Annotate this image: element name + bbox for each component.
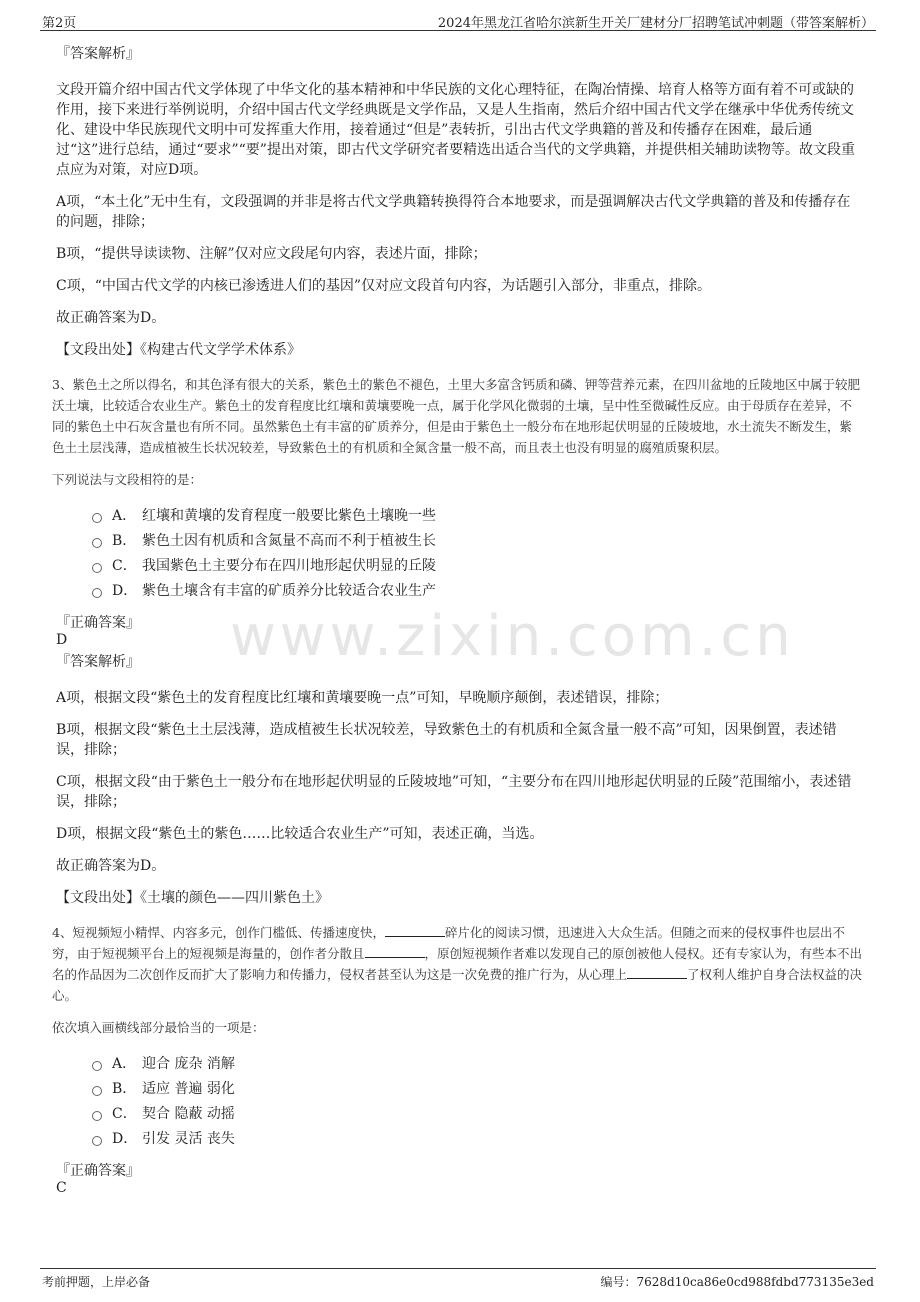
option-c-explanation: C项，根据文段“由于紫色土一般分布在地形起伏明显的丘陵坡地”可知，“主要分布在四川地形起伏明显的丘陵”范围缩小，表述错误，排除； [56,774,852,810]
page-number: 第2页 [42,16,77,31]
source-citation: 【文段出处】《土壤的颜色——四川紫色土》 [56,890,329,906]
radio-icon[interactable] [92,1136,102,1146]
conclusion: 故正确答案为D。 [56,310,166,326]
answer-value: C [56,1180,67,1196]
radio-icon[interactable] [92,513,102,523]
option-a[interactable]: A． 红壤和黄壤的发育程度一般要比紫色土壤晚一些 [92,502,864,527]
option-a[interactable]: A． 迎合 庞杂 消解 [92,1050,864,1075]
option-c[interactable]: C． 我国紫色土主要分布在四川地形起伏明显的丘陵 [92,552,864,577]
analysis-heading: 『答案解析』 [56,654,140,670]
footer-slogan: 考前押题，上岸必备 [42,1275,151,1289]
option-c-explanation: C项，“中国古代文学的内核已渗透进人们的基因”仅对应文段首句内容，为话题引入部分，非重点，排除。 [56,278,712,294]
fill-blank-3 [627,966,687,979]
radio-icon[interactable] [92,563,102,573]
answer-heading: 『正确答案』 [56,615,140,631]
question-4-passage: 4、短视频短小精悍、内容多元，创作门槛低、传播速度快， 碎片化的阅读习惯，迅速进入大众生活。但随之而来的侵权事件也层出不穷，由于短视频平台上的短视频是海量的，创作者分散且 ，原创短视频作者难以发现自己的原创被他人侵权。还有专家认为，有些本不出名的作品因为二次创作反而扩大了影响力和传播力，侵权者甚至认为这是一次免费的推广行为，从心理上 了权利人维护自身合法权益的决心。 [52,925,863,1003]
radio-icon[interactable] [92,1086,102,1096]
question-3-options [92,502,864,602]
document-id: 编号：7628d10ca86e0cd988fdbd773135e3ed [600,1275,874,1289]
option-d-explanation: D项，根据文段“紫色土的紫色……比较适合农业生产”可知，表述正确，当选。 [56,826,544,842]
option-a-explanation: A项，“本土化”无中生有，文段强调的并非是将古代文学典籍转换得符合本地要求，而是强调解决古代文学典籍的普及和传播存在的问题，排除； [56,194,851,230]
analysis-paragraph: 文段开篇介绍中国古代文学体现了中华文化的基本精神和中华民族的文化心理特征，在陶冶情操、培育人格等方面有着不可或缺的作用，接下来进行举例说明，介绍中国古代文学经典既是文学作品，又是人生指南，然后介绍中国古代文学在继承中华优秀传统文化、建设中华民族现代文明中可发挥重大作用，接着通过“但是”表转折，引出古代文学典籍的普及和传播存在困难，最后通过“这”进行总结，通过“要求”“要”提出对策，即古代文学研究者要精选出适合当代的文学典籍，并提供相关辅助读物等。故文段重点应为对策，对应D项。 [56,82,855,178]
option-b-explanation: B项，根据文段“紫色土土层浅薄，造成植被生长状况较差，导致紫色土的有机质和全氮含量一般不高”可知，因果倒置，表述错误，排除； [56,722,837,758]
question-3-passage: 3、紫色土之所以得名，和其色泽有很大的关系，紫色土的紫色不褪色，土里大多富含钙质和磷、钾等营养元素，在四川盆地的丘陵地区中属于较肥沃土壤，比较适合农业生产。紫色土的发育程度比红壤和黄壤要晚一点，属于化学风化微弱的土壤，呈中性至微碱性反应。由于母质存在差异，不同的紫色土中石灰含量也有所不同。虽然紫色土有丰富的矿质养分，但是由于紫色土一般分布在地形起伏明显的丘陵坡地，水土流失不断发生，紫色土土层浅薄，造成植被生长状况较差，导致紫色土的有机质和全氮含量一般不高，而且表土也没有明显的腐殖质聚积层。 [52,377,860,455]
radio-icon[interactable] [92,1061,102,1071]
answer-value: D [56,632,68,648]
fill-blank-2 [365,945,425,958]
question-4-prompt: 依次填入画横线部分最恰当的一项是： [52,1020,265,1035]
conclusion: 故正确答案为D。 [56,858,166,874]
radio-icon[interactable] [92,538,102,548]
radio-icon[interactable] [92,588,102,598]
source-citation: 【文段出处】《构建古代文学学术体系》 [56,342,301,358]
option-d[interactable]: D． 紫色土壤含有丰富的矿质养分比较适合农业生产 [92,577,864,602]
question-3-prompt: 下列说法与文段相符的是： [52,472,203,487]
option-c[interactable]: C． 契合 隐蔽 动摇 [92,1100,864,1125]
option-d[interactable]: D． 引发 灵活 丧失 [92,1125,864,1150]
radio-icon[interactable] [92,1111,102,1121]
analysis-heading: 『答案解析』 [56,46,140,62]
watermark: www.zixin.com.cn [230,604,795,669]
option-a-explanation: A项，根据文段“紫色土的发育程度比红壤和黄壤要晚一点”可知，早晚顺序颠倒，表述错误，排除； [56,690,669,706]
option-b-explanation: B项，“提供导读读物、注解”仅对应文段尾句内容，表述片面，排除； [56,246,487,262]
answer-heading: 『正确答案』 [56,1163,140,1179]
page-header [40,10,876,31]
document-body [52,44,864,1206]
option-b[interactable]: B． 适应 普遍 弱化 [92,1075,864,1100]
question-4-options [92,1050,864,1150]
option-b[interactable]: B． 紫色土因有机质和含氮量不高而不利于植被生长 [92,527,864,552]
fill-blank-1 [385,924,445,937]
page-footer [40,1268,876,1289]
document-title: 2024年黑龙江省哈尔滨新生开关厂建材分厂招聘笔试冲刺题（带答案解析） [437,16,874,31]
